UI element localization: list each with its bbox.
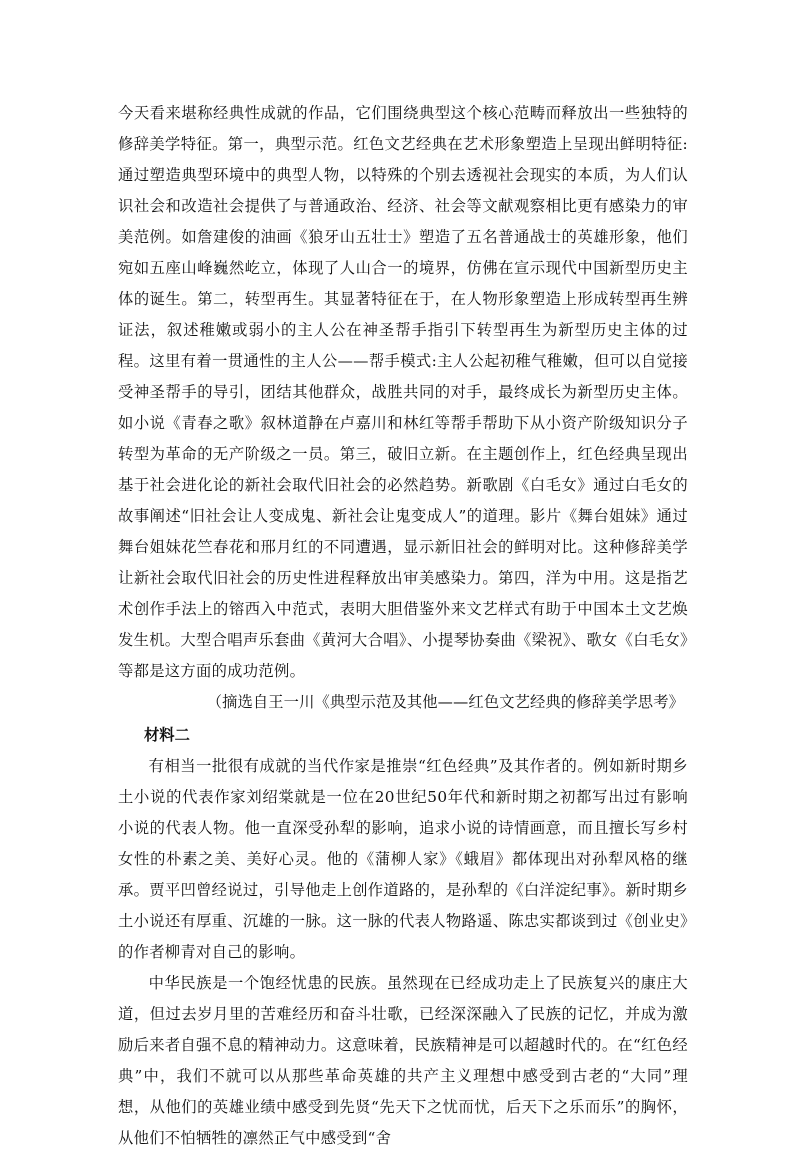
section-heading-material-two: 材料二 xyxy=(144,726,190,744)
paragraph-material-two-second: 中华民族是一个饱经忧患的民族。虽然现在已经成功走上了民族复兴的康庄大道，但过去岁月里的苦难经历和奋斗壮歌，已经深深融入了民族的记忆，并成为激励后来者自强不息的精神动力。这意味着，民族精神是可以超越时代的。在“红色经典”中，我们不就可以从那些革命英雄的共产主义理想中感受到古老的“大同”理想，从他们的英雄业绩中感受到先贤“先天下之忧而忧，后天下之乐而乐”的胸怀，从他们不怕牺牲的凛然正气中感受到“舍 xyxy=(118,974,688,1147)
document-page xyxy=(118,98,688,1154)
paragraph-material-one-continued: 今天看来堪称经典性成就的作品，它们围绕典型这个核心范畴而释放出一些独特的修辞美学特征。第一，典型示范。红色文艺经典在艺术形象塑造上呈现出鲜明特征:通过塑造典型环境中的典型人物，以特殊的个别去透视社会现实的本质，为人们认识社会和改造社会提供了与普通政治、经济、社会等文献观察相比更有感染力的审美范例。如詹建俊的油画《狼牙山五壮士》塑造了五名普通战士的英雄形象，他们宛如五座山峰巍然屹立，体现了人山合一的境界，仿佛在宣示现代中国新型历史主体的诞生。第二，转型再生。其显著特征在于，在人物形象塑造上形成转型再生辨证法，叙述稚嫩或弱小的主人公在神圣帮手指引下转型再生为新型历史主体的过程。这里有着一贯通性的主人公——帮手模式:主人公起初稚气稚嫩，但可以自觉接受神圣帮手的导引，团结其他群众，战胜共同的对手，最终成长为新型历史主体。如小说《青春之歌》叙林道静在卢嘉川和林红等帮手帮助下从小资产阶级知识分子转型为革命的无产阶级之一员。第三，破旧立新。在主题创作上，红色经典呈现出基于社会进化论的新社会取代旧社会的必然趋势。新歌剧《白毛女》通过白毛女的故事阐述“旧社会让人变成鬼、新社会让鬼变成人”的道理。影片《舞台姐妹》通过舞台姐妹花竺春花和邢月红的不同遭遇，显示新旧社会的鲜明对比。这种修辞美学让新社会取代旧社会的历史性进程释放出审美感染力。第四，洋为中用。这是指艺术创作手法上的镕西入中范式，表明大胆借鉴外来文艺样式有助于中国本土文艺焕发生机。大型合唱声乐套曲《黄河大合唱》、小提琴协奏曲《梁祝》、歌女《白毛女》等都是这方面的成功范例。 xyxy=(118,104,688,680)
source-citation: （摘选自王一川《典型示范及其他——红色文艺经典的修辞美学思考》 xyxy=(206,693,684,711)
paragraph-material-two-first: 有相当一批很有成就的当代作家是推崇“红色经典”及其作者的。例如新时期乡土小说的代表作家刘绍棠就是一位在20世纪50年代和新时期之初都写出过有影响小说的代表人物。他一直深受孙犁的影响，追求小说的诗情画意，而且擅长写乡村女性的朴素之美、美好心灵。他的《蒲柳人家》《蛾眉》都体现出对孙犁风格的继承。贾平凹曾经说过，引导他走上创作道路的，是孙犁的《白洋淀纪事》。新时期乡土小说还有厚重、沉雄的一脉。这一脉的代表人物路遥、陈忠实都谈到过《创业史》的作者柳青对自己的影响。 xyxy=(118,757,688,961)
